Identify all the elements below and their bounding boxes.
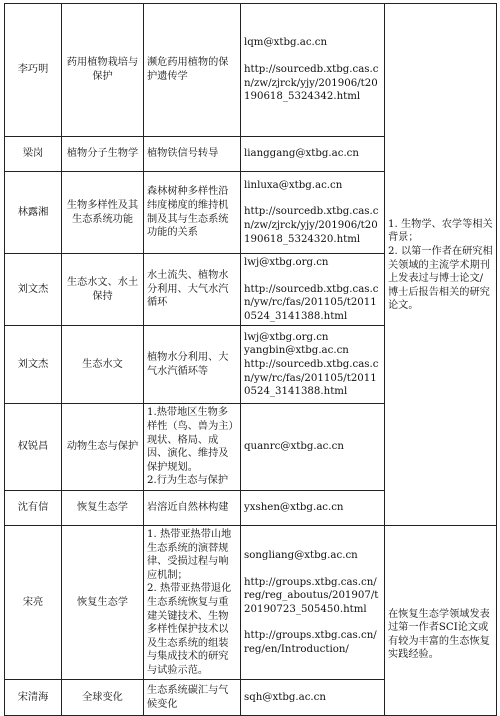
homepage-link[interactable]: http://sourcedb.xtbg.cas.cn/yw/rc/fas/201105/t20110524_3141388.html bbox=[244, 283, 379, 322]
email-link[interactable]: quanrc@xtbg.ac.cn bbox=[244, 441, 344, 453]
supervisor-name: 宋亮 bbox=[5, 525, 62, 680]
supervisor-name: 刘文杰 bbox=[5, 254, 62, 326]
research-field: 恢复生态学 bbox=[62, 525, 144, 680]
research-field: 动物生态与保护 bbox=[62, 404, 144, 491]
contact-cell bbox=[241, 490, 385, 525]
requirements-text: 1. 生物学、农学等相关背景； 2. 以第一作者在研究相关领域的主流学术期刊上发表过与博士论文/博士后报告相关的研究论文。 bbox=[388, 218, 493, 312]
supervisor-name: 沈有信 bbox=[5, 490, 62, 525]
homepage-link[interactable]: http://groups.xtbg.cas.cn/reg/en/Introduction/ bbox=[244, 630, 377, 655]
research-field: 生物多样性及其生态系统功能 bbox=[62, 172, 144, 254]
research-direction: 生态系统碳汇与气候变化 bbox=[144, 680, 241, 716]
contact-cell bbox=[241, 172, 385, 254]
supervisor-name: 林露湘 bbox=[5, 172, 62, 254]
requirements-cell bbox=[385, 4, 497, 526]
research-direction: 岩溶近自然林构建 bbox=[144, 490, 241, 525]
supervisor-name: 李巧明 bbox=[5, 4, 62, 137]
supervisor-table bbox=[4, 3, 497, 716]
research-field: 恢复生态学 bbox=[62, 490, 144, 525]
research-direction: 濒危药用植物的保护遗传学 bbox=[144, 4, 241, 137]
research-field: 药用植物栽培与保护 bbox=[62, 4, 144, 137]
research-field: 生态水文 bbox=[62, 326, 144, 404]
supervisor-name: 梁岗 bbox=[5, 137, 62, 172]
research-direction: 植物铁信号转导 bbox=[144, 137, 241, 172]
email-link[interactable]: lwj@xtbg.org.cn bbox=[244, 331, 329, 343]
research-direction: 1.热带地区生物多样性（鸟、兽为主）现状、格局、成因、演化、维持及保护规划。 2.行为生态与保护 bbox=[144, 404, 241, 491]
homepage-link[interactable]: http://groups.xtbg.cas.cn/reg/reg_aboutus/201907/t20190723_505450.html bbox=[244, 576, 379, 615]
email-link[interactable]: yxshen@xtbg.ac.cn bbox=[244, 502, 344, 514]
contact-cell bbox=[241, 525, 385, 680]
homepage-link[interactable]: http://sourcedb.xtbg.cas.cn/zw/zjrck/yjy/201906/t20190618_5324342.html bbox=[244, 63, 379, 103]
research-direction: 1. 热带亚热带山地生态系统的演替规律、受损过程与响应机制； 2. 热带亚热带退化生态系统恢复与重建关键技术、生物多样性保护技术以及生态系统的组装与集成技术的研究与试验示范。 bbox=[144, 525, 241, 680]
supervisor-name: 宋清海 bbox=[5, 680, 62, 716]
supervisor-name: 权锐昌 bbox=[5, 404, 62, 491]
homepage-link[interactable]: http://sourcedb.xtbg.cas.cn/zw/zjrck/yjy/201906/t20190618_5324320.html bbox=[244, 206, 379, 245]
email-link[interactable]: yangbin@xtbg.ac.cn bbox=[244, 345, 349, 357]
contact-cell bbox=[241, 137, 385, 172]
contact-cell bbox=[241, 326, 385, 404]
research-field: 植物分子生物学 bbox=[62, 137, 144, 172]
table-row bbox=[5, 4, 497, 137]
email-link[interactable]: sqh@xtbg.ac.cn bbox=[244, 692, 326, 704]
contact-cell bbox=[241, 404, 385, 491]
email-link[interactable]: linluxa@xtbg.ac.cn bbox=[244, 179, 343, 191]
requirements-cell bbox=[385, 525, 497, 716]
table-row bbox=[5, 525, 497, 680]
email-link[interactable]: songliang@xtbg.ac.cn bbox=[244, 549, 358, 561]
email-link[interactable]: lianggang@xtbg.ac.cn bbox=[244, 148, 359, 160]
research-direction: 水土流失、植物水分利用、大气水汽循环 bbox=[144, 254, 241, 326]
email-link[interactable]: lqm@xtbg.ac.cn bbox=[244, 37, 328, 49]
email-link[interactable]: lwj@xtbg.org.cn bbox=[244, 257, 329, 268]
research-field: 全球变化 bbox=[62, 680, 144, 716]
contact-cell bbox=[241, 4, 385, 137]
research-field: 生态水文、水土保持 bbox=[62, 254, 144, 326]
supervisor-name: 刘文杰 bbox=[5, 326, 62, 404]
homepage-link[interactable]: http://sourcedb.xtbg.cas.cn/yw/rc/fas/201105/t20110524_3141388.html bbox=[244, 359, 379, 398]
research-direction: 森林树种多样性沿纬度梯度的维持机制及其与生态系统功能的关系 bbox=[144, 172, 241, 254]
contact-cell bbox=[241, 254, 385, 326]
requirements-text: 在恢复生态学领域发表过第一作者SCI论文或有较为丰富的生态恢复实践经验。 bbox=[388, 608, 490, 661]
research-direction: 植物水分利用、大气水汽循环等 bbox=[144, 326, 241, 404]
